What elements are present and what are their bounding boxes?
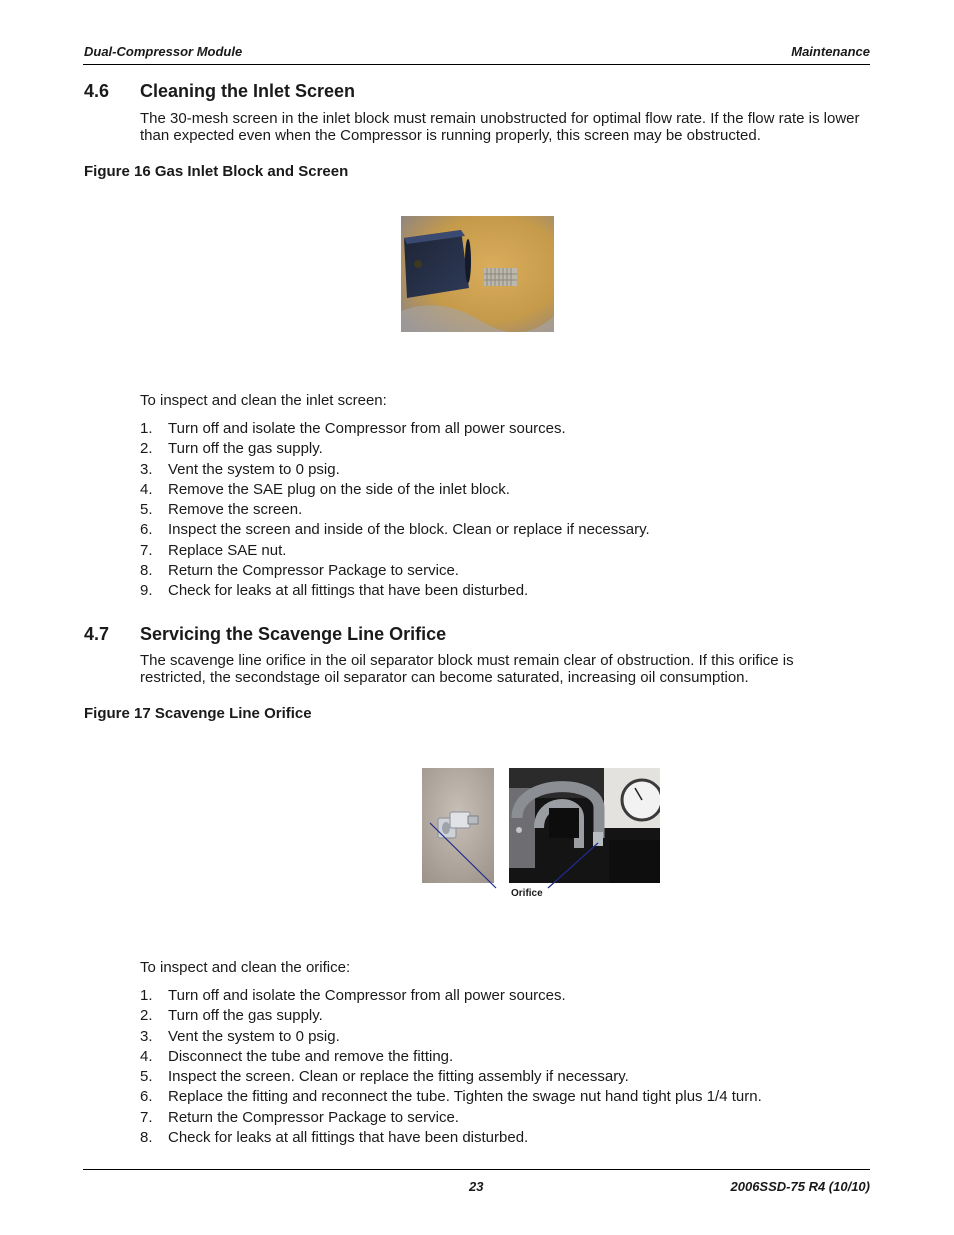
list-item: 6. Replace the fitting and reconnect the tube. Tighten the swage nut hand tight plus 1/4 turn. [140,1088,762,1106]
list-item: 1. Turn off and isolate the Compressor from all power sources. [140,420,566,437]
list-item: 2. Turn off the gas supply. [140,440,323,458]
figure-17-caption: Figure 17 Scavenge Line Orifice [84,705,312,722]
section-4-7-title: Servicing the Scavenge Line Orifice [140,624,447,644]
section-4-6-intro: To inspect and clean the inlet screen: [140,392,387,409]
header-rule [83,64,870,65]
inlet-block-photo-icon [401,216,554,332]
list-item: 8. Check for leaks at all fittings that have been disturbed. [140,1129,529,1147]
list-item: 8. Return the Compressor Package to service. [140,562,459,580]
section-4-7-number: 4.7 [84,624,110,644]
list-item: 6. Inspect the screen and inside of the block. Clean or replace if necessary. [140,521,650,539]
section-4-6-paragraph: The 30-mesh screen in the inlet block must remain unobstructed for optimal flow rate. If the flow rate is lower than expected even when the Compressor is running properly, this screen may be obstructed. [140,110,860,144]
list-item: 3. Vent the system to 0 psig. [140,1027,340,1045]
section-4-6-number: 4.6 [84,81,110,101]
list-item: 4. Remove the SAE plug on the side of the inlet block. [140,480,510,498]
list-item: 7. Replace SAE nut. [140,541,287,559]
orifice-label: Orifice [511,888,543,899]
section-4-7-steps [140,986,762,1148]
footer-rule [83,1169,870,1170]
figure-16-caption: Figure 16 Gas Inlet Block and Screen [84,163,349,180]
list-item: 9. Check for leaks at all fittings that have been disturbed. [140,582,529,600]
list-item: 4. Disconnect the tube and remove the fitting. [140,1047,454,1065]
figure-16-photo [401,216,554,332]
section-4-6-steps [140,419,650,602]
header-left: Dual-Compressor Module [84,44,243,59]
list-item: 1. Turn off and isolate the Compressor from all power sources. [140,987,566,1004]
list-item: 5. Remove the screen. [140,501,303,519]
list-item: 2. Turn off the gas supply. [140,1007,323,1025]
document-id: 2006SSD-75 R4 (10/10) [730,1179,870,1194]
header-right: Maintenance [791,44,870,59]
section-4-7-paragraph: The scavenge line orifice in the oil separator block must remain clear of obstruction. If this orifice is restricted, the secondstage oil separator can become saturated, increasing oil consumption. [140,652,794,686]
section-4-6-title: Cleaning the Inlet Screen [140,81,356,101]
section-4-7-intro: To inspect and clean the orifice: [140,959,351,976]
page-number: 23 [469,1179,484,1194]
list-item: 3. Vent the system to 0 psig. [140,460,340,478]
orifice-callout-lines [422,768,662,893]
list-item: 5. Inspect the screen. Clean or replace the fitting assembly if necessary. [140,1068,629,1086]
list-item: 7. Return the Compressor Package to service. [140,1108,459,1126]
